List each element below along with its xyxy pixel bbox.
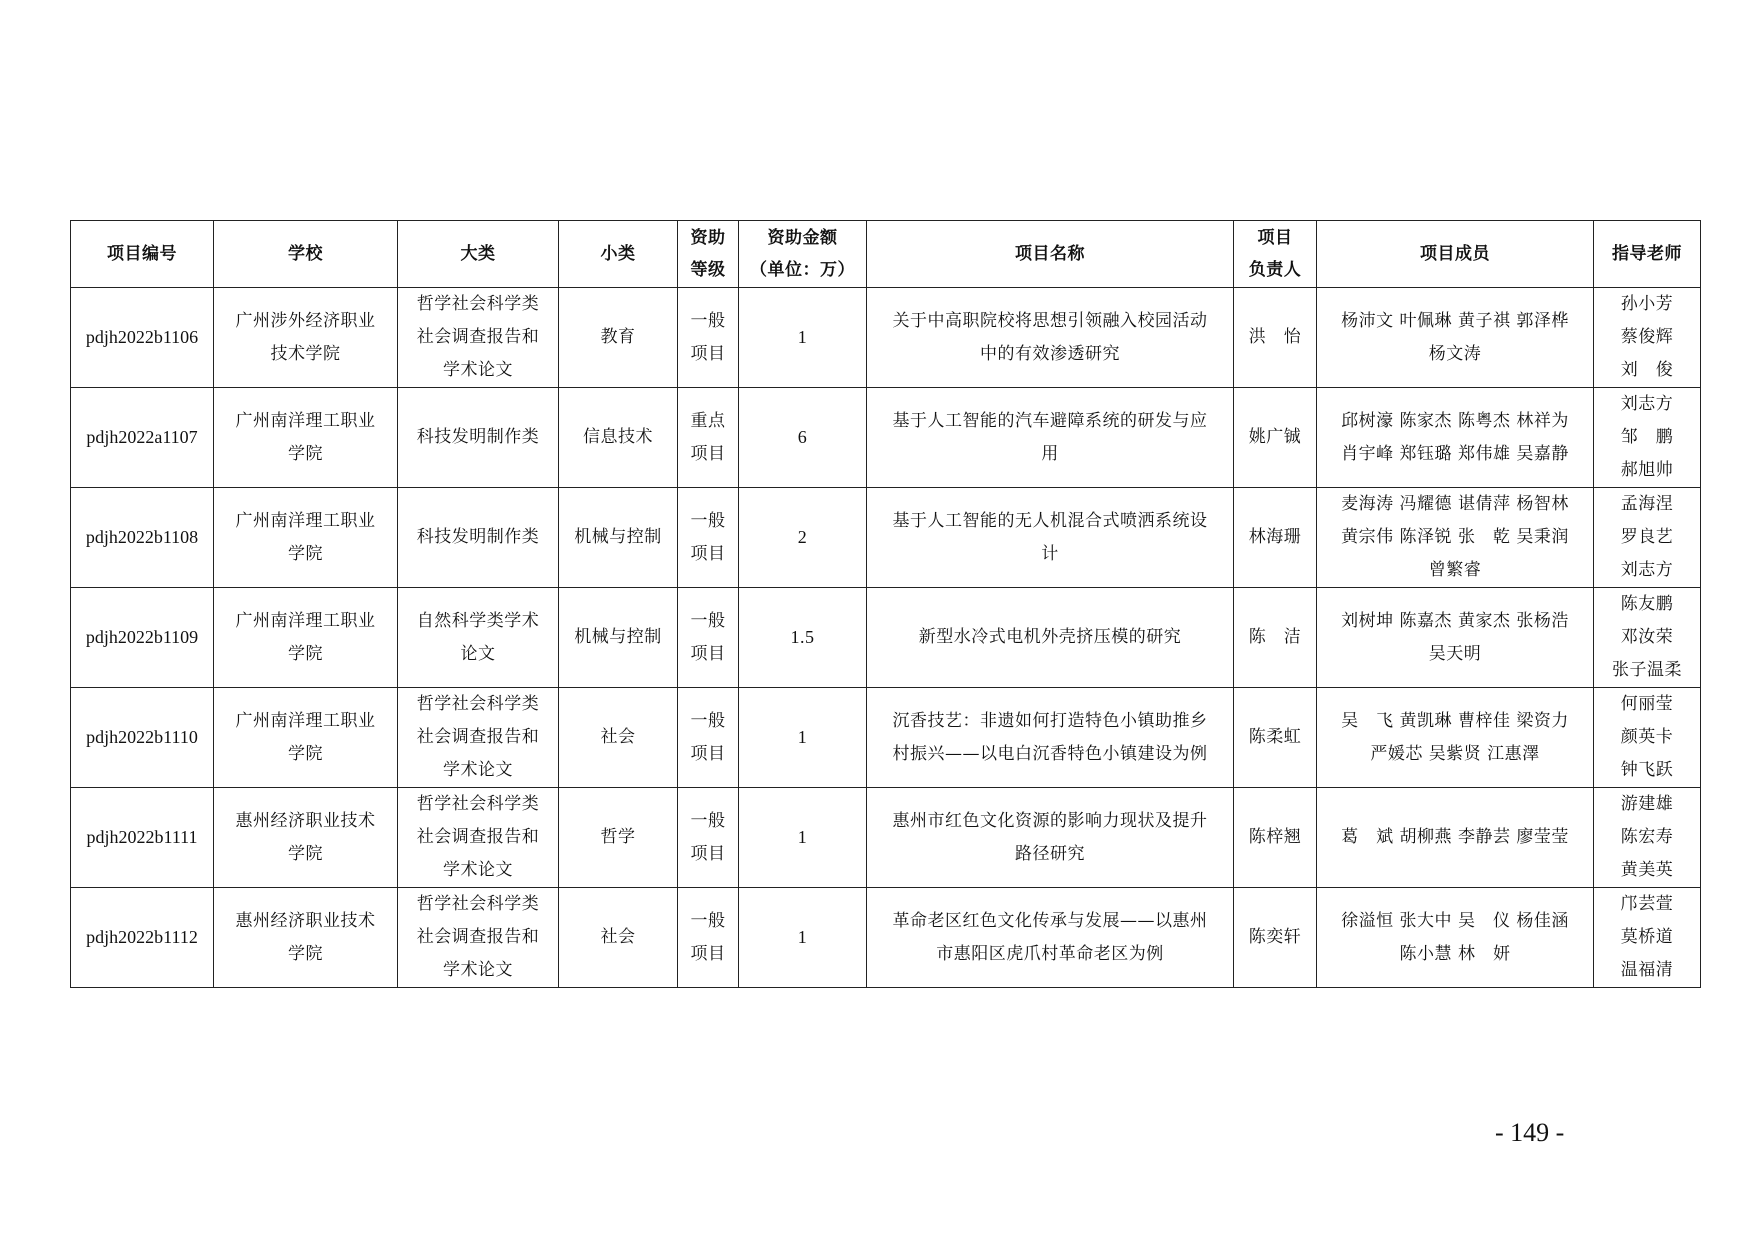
cell-leader xyxy=(1234,788,1317,888)
cell-members-line: 黄宗伟 陈泽锐 张 乾 吴秉润 xyxy=(1341,527,1569,547)
header-category: 大类 xyxy=(398,221,559,288)
cell-category xyxy=(398,588,559,688)
cell-project-name xyxy=(867,288,1234,388)
header-advisors: 指导老师 xyxy=(1594,221,1701,288)
cell-category-line: 论文 xyxy=(460,643,496,664)
cell-category xyxy=(398,788,559,888)
cell-members-line: 肖宇峰 郑钰璐 郑伟雄 吴嘉静 xyxy=(1341,443,1569,464)
cell-advisors-line: 郝旭帅 xyxy=(1620,460,1674,480)
cell-category-line: 哲学社会科学类 xyxy=(416,294,540,314)
cell-project-id xyxy=(71,888,214,988)
cell-members-line: 徐溢恒 张大中 吴 仪 杨佳涵 xyxy=(1341,910,1569,931)
cell-level xyxy=(678,888,739,988)
cell-advisors xyxy=(1594,388,1701,488)
cell-leader-text: 林海珊 xyxy=(1248,527,1302,547)
cell-level-line: 项目 xyxy=(690,643,726,664)
cell-level-line: 一般 xyxy=(690,810,726,831)
cell-advisors-line: 黄美英 xyxy=(1620,860,1674,880)
cell-amount xyxy=(739,788,867,888)
cell-subcategory xyxy=(559,888,678,988)
table-row xyxy=(71,388,1701,488)
cell-level-line: 一般 xyxy=(690,610,726,631)
cell-members-line: 陈小慧 林 妍 xyxy=(1399,943,1511,964)
header-leader: 项目 负责人 xyxy=(1234,221,1317,288)
table-row xyxy=(71,588,1701,688)
cell-project-name-line: 新型水冷式电机外壳挤压模的研究 xyxy=(918,627,1182,647)
cell-project-name xyxy=(867,688,1234,788)
cell-advisors-line: 刘志方 xyxy=(1620,560,1674,580)
cell-advisors-line: 钟飞跃 xyxy=(1620,760,1674,780)
cell-amount-text: 1 xyxy=(797,727,808,747)
cell-advisors-line: 刘 俊 xyxy=(1620,360,1674,380)
cell-leader xyxy=(1234,288,1317,388)
cell-project-name-line: 关于中高职院校将思想引领融入校园活动 xyxy=(892,310,1208,331)
cell-members-line: 杨沛文 叶佩琳 黄子祺 郭泽桦 xyxy=(1341,310,1569,331)
header-id: 项目编号 xyxy=(71,221,214,288)
cell-school xyxy=(214,788,398,888)
cell-leader-text: 洪 怡 xyxy=(1248,327,1302,347)
cell-school-line: 广州涉外经济职业 xyxy=(235,310,376,331)
cell-project-id-text: pdjh2022b1109 xyxy=(85,627,199,647)
cell-advisors-line: 孟海涅 xyxy=(1620,494,1674,514)
cell-members-line: 邱树濠 陈家杰 陈粤杰 林祥为 xyxy=(1341,410,1569,431)
cell-amount xyxy=(739,588,867,688)
cell-level-line: 一般 xyxy=(690,710,726,731)
cell-advisors-line: 刘志方 xyxy=(1620,394,1674,414)
cell-leader xyxy=(1234,688,1317,788)
cell-level-line: 重点 xyxy=(690,410,726,431)
cell-category-line: 自然科学类学术 xyxy=(416,610,540,631)
cell-members-line: 葛 斌 胡柳燕 李静芸 廖莹莹 xyxy=(1341,827,1569,847)
cell-category-line: 哲学社会科学类 xyxy=(416,794,540,814)
cell-leader xyxy=(1234,888,1317,988)
cell-level-line: 项目 xyxy=(690,543,726,564)
cell-school xyxy=(214,488,398,588)
cell-members-line: 吴 飞 黄凯琳 曹梓佳 梁资力 xyxy=(1341,710,1569,731)
cell-amount xyxy=(739,888,867,988)
cell-members xyxy=(1317,488,1594,588)
cell-advisors-line: 陈友鹏 xyxy=(1620,594,1674,614)
cell-amount-text: 6 xyxy=(797,427,808,447)
cell-school xyxy=(214,888,398,988)
cell-subcategory-text: 机械与控制 xyxy=(574,627,662,647)
cell-leader xyxy=(1234,488,1317,588)
cell-advisors-line: 莫桥道 xyxy=(1620,927,1674,947)
cell-project-id xyxy=(71,288,214,388)
cell-level-line: 项目 xyxy=(690,943,726,964)
cell-project-id xyxy=(71,388,214,488)
cell-subcategory-text: 教育 xyxy=(600,327,636,347)
cell-members-line: 吴天明 xyxy=(1428,643,1482,664)
cell-level xyxy=(678,688,739,788)
cell-advisors-line: 陈宏寿 xyxy=(1620,827,1674,847)
cell-members-line: 杨文涛 xyxy=(1428,343,1482,364)
cell-project-name-line: 革命老区红色文化传承与发展——以惠州 xyxy=(892,910,1208,931)
cell-members-line: 严媛芯 吴紫贤 江惠澤 xyxy=(1370,743,1540,764)
cell-members-line: 刘树坤 陈嘉杰 黄家杰 张杨浩 xyxy=(1341,610,1569,631)
table-body xyxy=(71,288,1701,988)
cell-advisors-line: 邹 鹏 xyxy=(1620,427,1674,447)
cell-school xyxy=(214,688,398,788)
cell-leader xyxy=(1234,388,1317,488)
cell-subcategory xyxy=(559,488,678,588)
cell-project-name-line: 用 xyxy=(1041,443,1059,464)
cell-members xyxy=(1317,588,1594,688)
cell-project-name-line: 路径研究 xyxy=(1015,843,1085,864)
cell-school-line: 学院 xyxy=(288,543,323,564)
cell-level-line: 一般 xyxy=(690,910,726,931)
table-header-row xyxy=(71,221,1701,288)
table-row xyxy=(71,888,1701,988)
cell-advisors-line: 张子温柔 xyxy=(1612,660,1682,680)
header-school: 学校 xyxy=(214,221,398,288)
header-project-name: 项目名称 xyxy=(867,221,1234,288)
cell-members xyxy=(1317,888,1594,988)
funding-table xyxy=(70,220,1701,988)
cell-school-line: 学院 xyxy=(288,943,323,964)
cell-level-line: 一般 xyxy=(690,310,726,331)
cell-advisors xyxy=(1594,788,1701,888)
header-level: 资助 等级 xyxy=(678,221,739,288)
cell-amount xyxy=(739,388,867,488)
cell-project-name-line: 中的有效渗透研究 xyxy=(980,343,1120,364)
cell-project-name xyxy=(867,488,1234,588)
cell-category-line: 社会调查报告和 xyxy=(416,927,540,947)
cell-project-name-line: 基于人工智能的无人机混合式喷洒系统设 xyxy=(892,510,1208,531)
cell-project-name-line: 计 xyxy=(1041,543,1059,564)
header-amount: 资助金额 （单位：万） xyxy=(739,221,867,288)
cell-members-line: 麦海涛 冯耀德 谌倩萍 杨智林 xyxy=(1341,494,1569,514)
cell-advisors-line: 邓汝荣 xyxy=(1620,627,1674,647)
cell-school-line: 学院 xyxy=(288,743,323,764)
cell-level xyxy=(678,788,739,888)
cell-leader-text: 姚广铖 xyxy=(1248,427,1302,447)
table-row xyxy=(71,788,1701,888)
cell-advisors xyxy=(1594,588,1701,688)
cell-school-line: 广州南洋理工职业 xyxy=(235,610,376,631)
cell-school-line: 广州南洋理工职业 xyxy=(235,410,376,431)
cell-category xyxy=(398,688,559,788)
cell-project-id-text: pdjh2022b1110 xyxy=(86,727,198,747)
page-number: - 149 - xyxy=(1495,1118,1565,1147)
cell-advisors-line: 何丽莹 xyxy=(1620,694,1674,714)
cell-project-name xyxy=(867,888,1234,988)
cell-amount xyxy=(739,288,867,388)
cell-advisors xyxy=(1594,888,1701,988)
cell-amount-text: 1 xyxy=(797,827,808,847)
cell-project-id-text: pdjh2022a1107 xyxy=(86,427,198,447)
cell-amount xyxy=(739,488,867,588)
cell-amount-text: 1 xyxy=(797,927,808,947)
cell-members xyxy=(1317,288,1594,388)
cell-project-name-line: 惠州市红色文化资源的影响力现状及提升 xyxy=(892,810,1208,831)
cell-school-line: 广州南洋理工职业 xyxy=(235,510,376,531)
cell-level-line: 项目 xyxy=(690,843,726,864)
cell-category-line: 哲学社会科学类 xyxy=(416,894,540,914)
cell-level-line: 项目 xyxy=(690,443,726,464)
cell-school-line: 技术学院 xyxy=(270,343,341,364)
cell-amount-text: 1.5 xyxy=(790,627,815,647)
cell-category xyxy=(398,288,559,388)
cell-advisors-line: 孙小芳 xyxy=(1620,294,1674,314)
cell-subcategory-text: 社会 xyxy=(600,927,636,947)
cell-level-line: 项目 xyxy=(690,743,726,764)
cell-project-name xyxy=(867,388,1234,488)
cell-project-id xyxy=(71,588,214,688)
cell-project-id xyxy=(71,688,214,788)
cell-category xyxy=(398,388,559,488)
cell-category xyxy=(398,888,559,988)
cell-project-id-text: pdjh2022b1108 xyxy=(85,527,199,547)
cell-amount-text: 2 xyxy=(797,527,808,547)
cell-advisors-line: 邝芸萱 xyxy=(1620,894,1674,914)
cell-subcategory-text: 社会 xyxy=(600,727,636,747)
header-subcategory: 小类 xyxy=(559,221,678,288)
cell-school-line: 惠州经济职业技术 xyxy=(235,910,376,931)
cell-school-line: 学院 xyxy=(288,443,323,464)
table-row xyxy=(71,288,1701,388)
cell-project-name xyxy=(867,588,1234,688)
cell-category-line: 科技发明制作类 xyxy=(416,527,540,547)
cell-leader xyxy=(1234,588,1317,688)
cell-school-line: 惠州经济职业技术 xyxy=(235,810,376,831)
cell-leader-text: 陈梓翘 xyxy=(1248,827,1302,847)
cell-category-line: 学术论文 xyxy=(443,360,513,380)
cell-project-name-line: 沉香技艺：非遗如何打造特色小镇助推乡 xyxy=(892,710,1208,731)
header-members: 项目成员 xyxy=(1317,221,1594,288)
cell-level xyxy=(678,388,739,488)
cell-advisors-line: 罗良艺 xyxy=(1620,527,1674,547)
cell-members xyxy=(1317,388,1594,488)
cell-advisors-line: 温福清 xyxy=(1620,960,1674,980)
cell-members xyxy=(1317,688,1594,788)
cell-school-line: 学院 xyxy=(288,643,323,664)
cell-category-line: 哲学社会科学类 xyxy=(416,694,540,714)
cell-advisors-line: 颜英卡 xyxy=(1620,727,1674,747)
cell-advisors-line: 蔡俊辉 xyxy=(1620,327,1674,347)
cell-category-line: 社会调查报告和 xyxy=(416,327,540,347)
cell-school-line: 广州南洋理工职业 xyxy=(235,710,376,731)
cell-subcategory xyxy=(559,388,678,488)
cell-project-id-text: pdjh2022b1112 xyxy=(86,927,198,947)
cell-subcategory-text: 机械与控制 xyxy=(574,527,662,547)
cell-leader-text: 陈 洁 xyxy=(1248,627,1302,647)
cell-advisors xyxy=(1594,488,1701,588)
cell-project-id xyxy=(71,788,214,888)
cell-category-line: 社会调查报告和 xyxy=(416,827,540,847)
cell-subcategory xyxy=(559,288,678,388)
cell-school xyxy=(214,388,398,488)
cell-project-id-text: pdjh2022b1111 xyxy=(86,827,198,847)
cell-leader-text: 陈柔虹 xyxy=(1248,727,1302,747)
table-row xyxy=(71,688,1701,788)
cell-subcategory xyxy=(559,588,678,688)
cell-members-line: 曾繁睿 xyxy=(1428,560,1482,580)
cell-project-name xyxy=(867,788,1234,888)
cell-level-line: 一般 xyxy=(690,510,726,531)
cell-project-name-line: 市惠阳区虎爪村革命老区为例 xyxy=(936,943,1164,964)
cell-school-line: 学院 xyxy=(288,843,323,864)
cell-school xyxy=(214,288,398,388)
cell-category xyxy=(398,488,559,588)
cell-project-id-text: pdjh2022b1106 xyxy=(85,327,199,347)
cell-subcategory xyxy=(559,788,678,888)
cell-category-line: 学术论文 xyxy=(443,960,513,980)
cell-subcategory xyxy=(559,688,678,788)
cell-subcategory-text: 哲学 xyxy=(600,827,636,847)
cell-category-line: 社会调查报告和 xyxy=(416,727,540,747)
cell-members xyxy=(1317,788,1594,888)
cell-project-id xyxy=(71,488,214,588)
cell-school xyxy=(214,588,398,688)
cell-category-line: 科技发明制作类 xyxy=(416,427,540,447)
cell-advisors xyxy=(1594,288,1701,388)
cell-project-name-line: 基于人工智能的汽车避障系统的研发与应 xyxy=(892,410,1208,431)
table-row xyxy=(71,488,1701,588)
cell-leader-text: 陈奕轩 xyxy=(1248,927,1302,947)
cell-level xyxy=(678,488,739,588)
cell-amount-text: 1 xyxy=(797,327,808,347)
cell-level-line: 项目 xyxy=(690,343,726,364)
cell-level xyxy=(678,588,739,688)
cell-category-line: 学术论文 xyxy=(443,860,513,880)
cell-level xyxy=(678,288,739,388)
cell-project-name-line: 村振兴——以电白沉香特色小镇建设为例 xyxy=(892,743,1208,764)
cell-subcategory-text: 信息技术 xyxy=(583,427,653,447)
cell-advisors-line: 游建雄 xyxy=(1620,794,1674,814)
cell-category-line: 学术论文 xyxy=(443,760,513,780)
cell-amount xyxy=(739,688,867,788)
cell-advisors xyxy=(1594,688,1701,788)
